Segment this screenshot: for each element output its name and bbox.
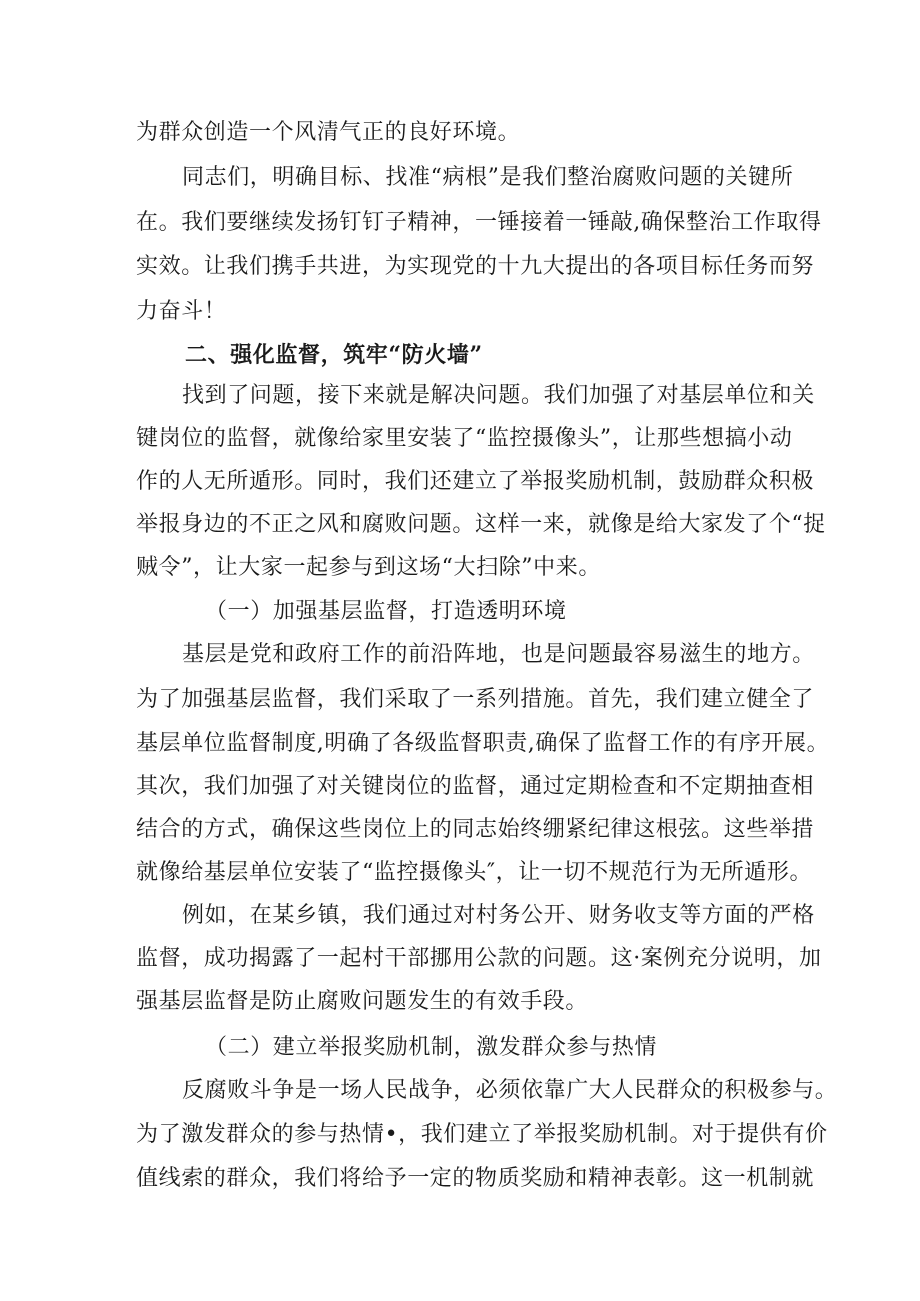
paragraph-line: 贼令”，让大家一起参与到这场“大扫除”中来。 [136, 555, 601, 580]
paragraph-line: 强基层监督是防止腐败问题发生的有效手段。 [136, 989, 589, 1014]
paragraph-line: 反腐败斗争是一场人民战争，必须依靠广大人民群众的积极参与。 [182, 1078, 838, 1103]
paragraph-line: 其次，我们加强了对关键岗位的监督，通过定期检查和不定期抽查相 [136, 774, 815, 799]
paragraph-line: 作的人无所遁形。同时，我们还建立了举报奖励机制，鼓励群众积极 [136, 469, 815, 494]
paragraph-line: 监督，成功揭露了一起村干部挪用公款的问题。这·案例充分说明，加 [136, 946, 822, 971]
subsection-heading: （二）建立举报奖励机制，激发群众参与热情 [205, 1035, 658, 1060]
paragraph-line: 就像给基层单位安装了“监控摄像头″，让一切不规范行为无所遁形。 [136, 860, 813, 885]
paragraph-line: 实效。让我们携手共进，为实现党的十九大提出的各项目标任务而努 [136, 254, 815, 279]
paragraph-line: 为了激发群众的参与热情•，我们建立了举报奖励机制。对于提供有价 [136, 1122, 828, 1147]
paragraph-line: 力奋斗！ [136, 299, 227, 324]
paragraph-line: 找到了问题，接下来就是解决问题。我们加强了对基层单位和关 [182, 383, 815, 408]
paragraph-line: 为了加强基层监督，我们采取了一系列措施。首先，我们建立健全了 [136, 687, 815, 712]
paragraph-line: 值线索的群众，我们将给予一定的物质奖励和精神表彰。这一机制就 [136, 1166, 815, 1191]
paragraph-line: 举报身边的不正之风和腐败问题。这样一来，就像是给大家发了个“捉 [136, 512, 826, 537]
paragraph-line: 在。我们要继续发扬钉钉子精神，一锤接着一锤敲,确保整治工作取得 [136, 210, 822, 235]
paragraph-line: 为群众创造一个风清气正的良好环境。 [136, 120, 521, 145]
paragraph-line: 基层是党和政府工作的前沿阵地，也是问题最容易滋生的地方。 [182, 642, 815, 667]
paragraph-line: 同志们，明确目标、找准“病根”是我们整治腐败问题的关键所 [182, 165, 794, 190]
section-heading: 二、强化监督，筑牢“防火墙” [185, 342, 483, 368]
subsection-heading: （一）加强基层监督，打造透明环境 [205, 599, 567, 624]
paragraph-line: 键岗位的监督，就像给家里安装了“监控摄像头”，让那些想搞小动 [136, 426, 793, 451]
paragraph-line: 基层单位监督制度,明确了各级监督职责,确保了监督工作的有序开展。 [136, 731, 830, 756]
paragraph-line: 结合的方式，确保这些岗位上的同志始终绷紧纪律这根弦。这些举措 [136, 817, 815, 842]
paragraph-line: 例如，在某乡镇，我们通过对村务公开、财务收支等方面的严格 [182, 903, 815, 928]
